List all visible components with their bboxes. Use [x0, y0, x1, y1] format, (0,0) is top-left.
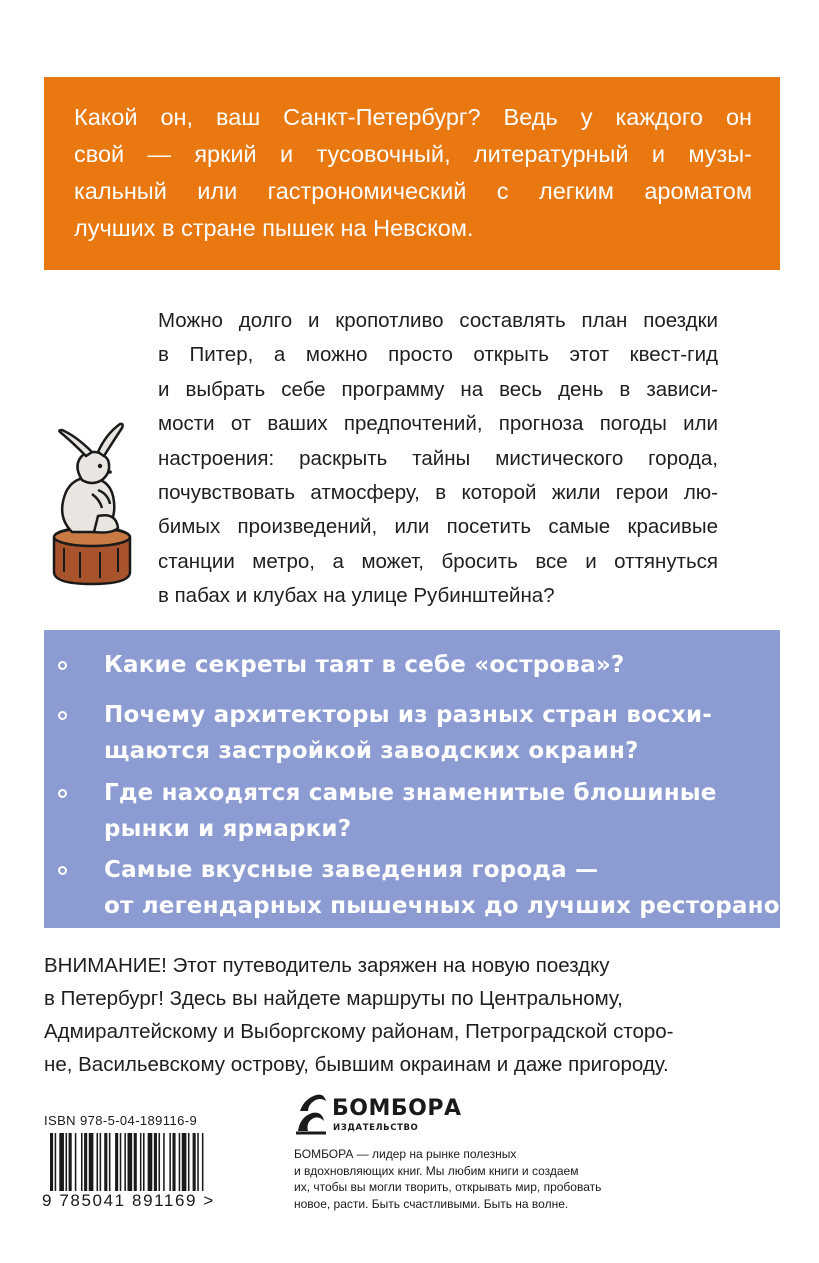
intro-line: в Питер, а можно просто открыть этот квест-гид — [158, 343, 718, 367]
publisher-line: БОМБОРА — лидер на рынке полезных — [294, 1147, 517, 1161]
barcode-bar — [124, 1133, 126, 1193]
question-line: Почему архитекторы из разных стран восхи- — [104, 702, 713, 728]
intro-line: Можно долго и кропотливо составлять план поездки — [158, 309, 718, 332]
bullet-icon — [58, 789, 67, 798]
bombora-wave-icon — [294, 1091, 328, 1135]
questions-box — [44, 630, 795, 928]
barcode-bar — [104, 1133, 107, 1193]
barcode-bar — [109, 1133, 111, 1193]
isbn-label: ISBN 978-5-04-189116-9 — [44, 1113, 198, 1128]
barcode-bar — [154, 1133, 157, 1193]
question-line: Самые вкусные заведения города — — [104, 857, 599, 883]
bullet-icon — [58, 866, 67, 875]
notice-line: в Петербург! Здесь вы найдете маршруты по Центральному, — [44, 987, 623, 1010]
question-line: щаются застройкой заводских окраин? — [104, 738, 639, 764]
question-item — [44, 647, 780, 683]
question-line: от легендарных пышечных до лучших ресторанов — [104, 893, 795, 919]
orange-intro-box — [44, 77, 780, 270]
bullet-icon — [58, 711, 67, 720]
notice-line: не, Васильевскому острову, бывшим окраинам и даже пригороду. — [44, 1053, 669, 1076]
publisher-line: новое, расти. Быть счастливыми. Быть на волне. — [294, 1196, 569, 1211]
barcode-bar — [84, 1133, 87, 1193]
barcode-bar — [172, 1133, 175, 1193]
question-item — [44, 697, 780, 769]
question-item — [44, 775, 780, 847]
intro-line: настроения: раскрыть тайны мистического города, — [158, 446, 718, 470]
barcode-bar — [100, 1133, 102, 1193]
question-item — [44, 852, 795, 924]
barcode-bar — [143, 1133, 145, 1193]
barcode-bar — [115, 1133, 118, 1193]
intro-line: в пабах и клубах на улице Рубинштейна? — [158, 584, 555, 608]
barcode-bar — [75, 1133, 77, 1193]
intro-paragraph — [158, 304, 718, 614]
barcode-bar — [120, 1133, 122, 1193]
orange-line: свой — яркий и тусовочный, литературный и музы- — [74, 141, 752, 167]
notice-line: ВНИМАНИЕ! Этот путеводитель заряжен на новую поездку — [44, 954, 610, 977]
barcode-bar — [193, 1133, 196, 1193]
barcode-bar — [69, 1133, 72, 1193]
publisher-line: их, чтобы вы могли творить, открывать мир, пробовать — [294, 1180, 602, 1194]
barcode-digits: 9 785041 891169 > — [42, 1191, 215, 1210]
barcode-bar — [179, 1133, 181, 1193]
intro-line: почувствовать атмосферу, в которой жили герои лю- — [158, 481, 718, 505]
publisher-description — [294, 1146, 614, 1212]
barcode-bar — [140, 1133, 142, 1193]
barcode-bar — [188, 1133, 190, 1193]
barcode-bar — [89, 1133, 94, 1193]
barcode-bar — [182, 1133, 187, 1193]
barcode-bar — [163, 1133, 165, 1193]
hare-on-stump-icon — [42, 420, 150, 590]
intro-line: мости от ваших предпочтений, прогноза погоды или — [158, 412, 718, 436]
question-line: Какие секреты таят в себе «острова»? — [104, 652, 625, 678]
barcode-bar — [81, 1133, 83, 1193]
publisher-logo-name: БОМБОРА — [332, 1096, 462, 1121]
barcode-bar — [66, 1133, 68, 1193]
barcode-bar — [169, 1133, 171, 1193]
publisher-line: и вдохновляющих книг. Мы любим книги и создаем — [294, 1163, 579, 1178]
bullet-icon — [58, 661, 67, 670]
intro-line: бимых произведений, или посетить самые красивые — [158, 515, 718, 539]
notice-paragraph — [44, 949, 724, 1081]
question-line: рынки и ярмарки? — [104, 816, 352, 842]
publisher-logo-subtitle: ИЗДАТЕЛЬСТВО — [333, 1123, 419, 1133]
barcode-bar — [59, 1133, 64, 1193]
intro-line: станции метро, а может, бросить все и оттянуться — [158, 549, 718, 573]
orange-line: кальный или гастрономический с легким ароматом — [74, 178, 752, 204]
question-line: Где находятся самые знаменитые блошиные — [104, 780, 717, 806]
barcode-bar — [197, 1133, 199, 1193]
notice-line: Адмиралтейскому и Выборгскому районам, Петроградской сторо- — [44, 1020, 674, 1043]
barcode-bar — [134, 1133, 137, 1193]
barcode-bar — [97, 1133, 99, 1193]
intro-line: и выбрать себе программу на весь день в зависи- — [158, 377, 718, 401]
barcode-bar — [159, 1133, 161, 1193]
barcode-bar — [148, 1133, 153, 1193]
orange-line: лучших в стране пышек на Невском. — [74, 215, 474, 241]
orange-line: Какой он, ваш Санкт-Петербург? Ведь у каждого он — [74, 104, 752, 130]
